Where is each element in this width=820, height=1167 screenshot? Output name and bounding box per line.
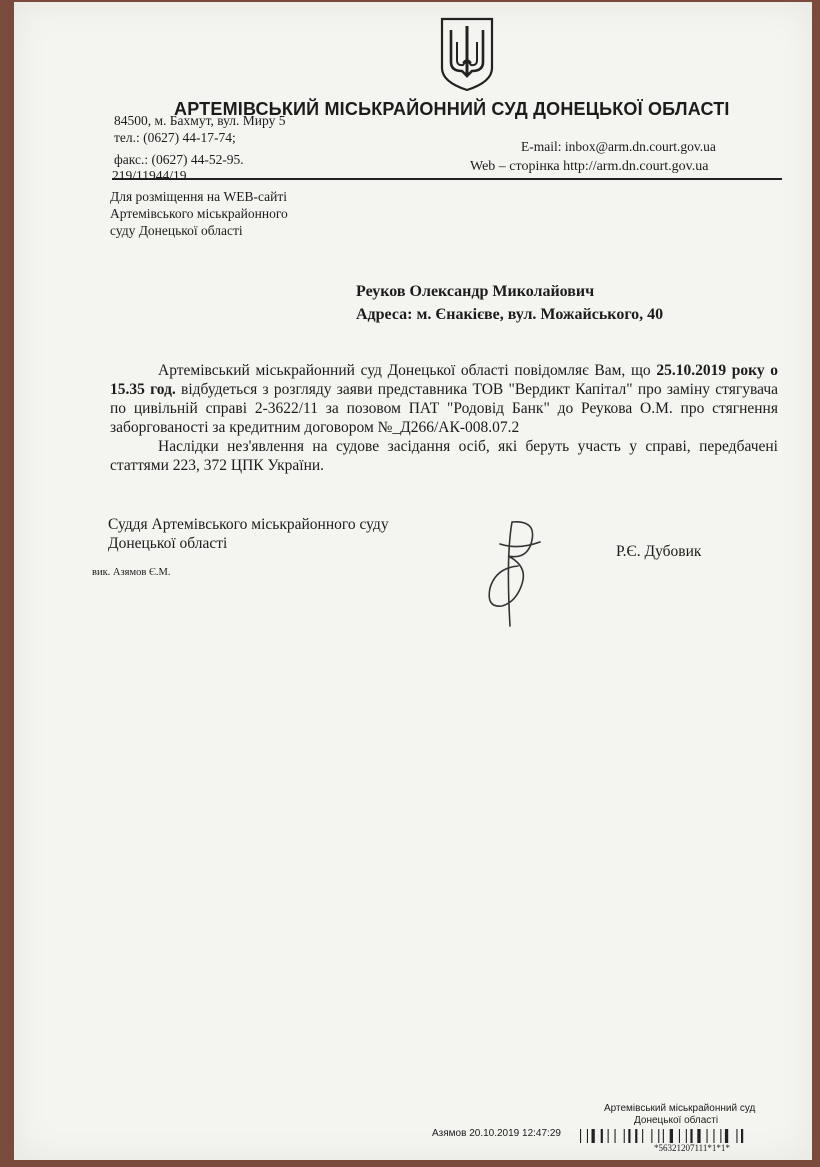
barcode-bar (670, 1129, 673, 1143)
placement-note-line: Артемівського міськрайонного (110, 206, 288, 221)
court-email: E-mail: inbox@arm.dn.court.gov.ua (521, 139, 716, 154)
footer-timestamp: Азямов 20.10.2019 12:47:29 (432, 1128, 561, 1139)
barcode-bar (686, 1129, 687, 1143)
placement-note-line: Для розміщення на WEB-сайті (110, 189, 287, 204)
placement-note-line: суду Донецької області (110, 223, 243, 238)
barcode-bar (741, 1129, 743, 1143)
barcode-graphic (580, 1129, 810, 1143)
notice-paragraph-1 (110, 361, 778, 437)
recipient-name: Реуков Олександр Миколайович (356, 283, 595, 300)
barcode-bar (635, 1129, 637, 1143)
handwritten-signature (482, 516, 552, 634)
barcode-bar (736, 1129, 737, 1143)
barcode-bar (624, 1129, 625, 1143)
court-address: 84500, м. Бахмут, вул. Миру 5 (114, 113, 286, 128)
barcode-bar (592, 1129, 595, 1143)
footer-court-line: Донецької області (634, 1115, 719, 1126)
notice-text-end: відбудеться з розгляду заяви представника ТОВ "Вердикт Капітал" про заміну стягувача по цивільній справі 2-3622/11 за позовом ПАТ "Родовід Банк" до Реукова О.М. про стягнення заборгованості за кредитним договором №_Д266/АК-008.07.2 (110, 381, 779, 436)
header-divider (112, 178, 782, 180)
barcode-bar (697, 1129, 700, 1143)
barcode-bar (690, 1129, 692, 1143)
barcode-bar (725, 1129, 728, 1143)
executor-note: вик. Азямов Є.М. (92, 567, 171, 578)
barcode-bar (628, 1129, 630, 1143)
barcode-bar (615, 1129, 616, 1143)
barcode-bar (601, 1129, 603, 1143)
court-fax: факс.: (0627) 44-52-95. (114, 152, 244, 167)
barcode-bar (651, 1129, 652, 1143)
barcode-bar (713, 1129, 714, 1143)
case-number: 219/11944/19 (112, 168, 187, 183)
hearing-datetime: 25.10.2019 року о 15.35 год. (110, 362, 778, 398)
barcode-bar (642, 1129, 643, 1143)
court-phone: тел.: (0627) 44-17-74; (114, 130, 236, 145)
court-name-heading: АРТЕМІВСЬКИЙ МІСЬКРАЙОННИЙ СУД ДОНЕЦЬКОЇ ОБЛАСТІ (174, 99, 730, 119)
judge-title-line: Суддя Артемівського міськрайонного суду (108, 516, 389, 533)
trident-coat-of-arms-icon (438, 16, 496, 92)
barcode-bar (580, 1129, 581, 1143)
barcode-bar (679, 1129, 680, 1143)
notice-text-start: Артемівський міськрайонний суд Донецької області повідомляє Вам, що (158, 362, 657, 379)
judge-name: Р.Є. Дубовик (616, 543, 702, 560)
barcode-bar (587, 1129, 588, 1143)
recipient-address: Адреса: м. Єнакієве, вул. Можайського, 40 (356, 306, 664, 323)
judge-title-line: Донецької області (108, 535, 228, 552)
barcode-text: *56321207111*1*1* (654, 1143, 730, 1153)
barcode-bar (663, 1129, 664, 1143)
footer-court-line: Артемівський міськрайонний суд (604, 1103, 756, 1114)
barcode-bar (658, 1129, 659, 1143)
barcode-bar (608, 1129, 609, 1143)
barcode-bar (720, 1129, 721, 1143)
document-page (14, 2, 812, 1160)
notice-paragraph-2: Наслідки нез'явлення на судове засідання осіб, які беруть участь у справі, передбачені статтями 223, 372 ЦПК України. (110, 438, 778, 474)
barcode-bar (707, 1129, 708, 1143)
court-website: Web – сторінка http://arm.dn.court.gov.ua (470, 159, 709, 174)
notice-body (110, 361, 778, 475)
